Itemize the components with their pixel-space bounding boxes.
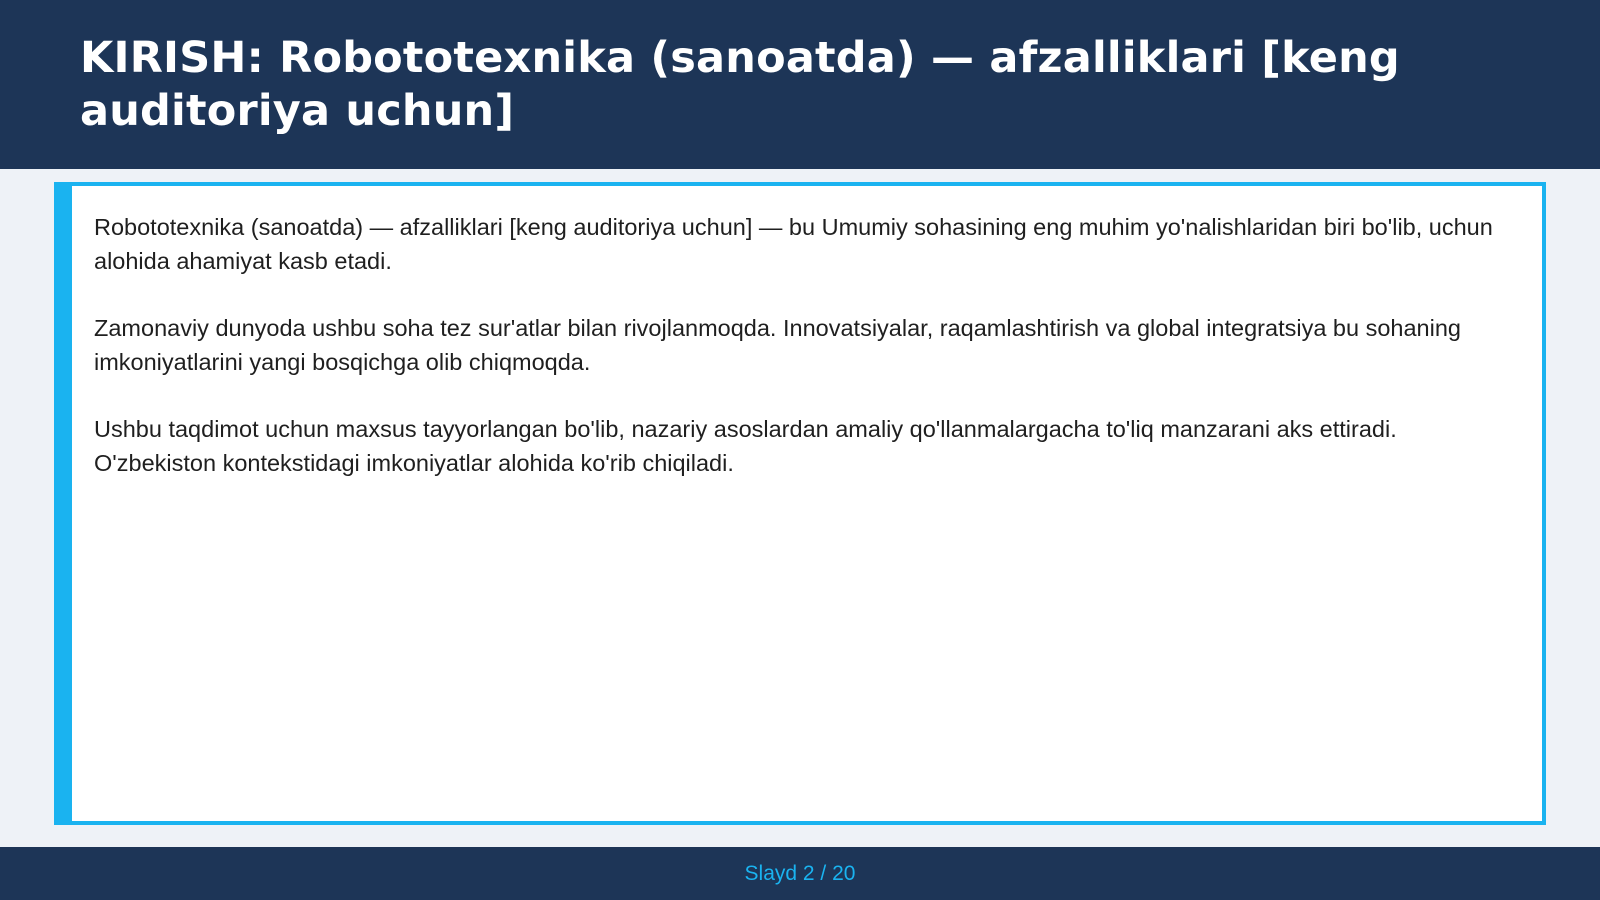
- slide-header: [0, 0, 1600, 169]
- paragraph-presentation-scope: Ushbu taqdimot uchun maxsus tayyorlangan bo'lib, nazariy asoslardan amaliy qo'llanmalargacha to'liq manzarani aks ettiradi. O'zbekiston kontekstidagi imkoniyatlar alohida ko'rib chiqiladi.: [94, 416, 1397, 476]
- slide-footer: [0, 847, 1600, 900]
- content-text: [94, 210, 1494, 513]
- slide-title: KIRISH: Robototexnika (sanoatda) — afzalliklari [keng auditoriya uchun]: [80, 33, 1400, 136]
- paragraph-modern-world: Zamonaviy dunyoda ushbu soha tez sur'atlar bilan rivojlanmoqda. Innovatsiyalar, raqamlashtirish va global integratsiya bu sohaning imkoniyatlarini yangi bosqichga olib chiqmoqda.: [94, 315, 1461, 375]
- paragraph-intro: Robototexnika (sanoatda) — afzalliklari [keng auditoriya uchun] — bu Umumiy sohasining eng muhim yo'nalishlaridan biri bo'lib, uchun alohida ahamiyat kasb etadi.: [94, 214, 1493, 274]
- slide-counter: Slayd 2 / 20: [744, 861, 856, 885]
